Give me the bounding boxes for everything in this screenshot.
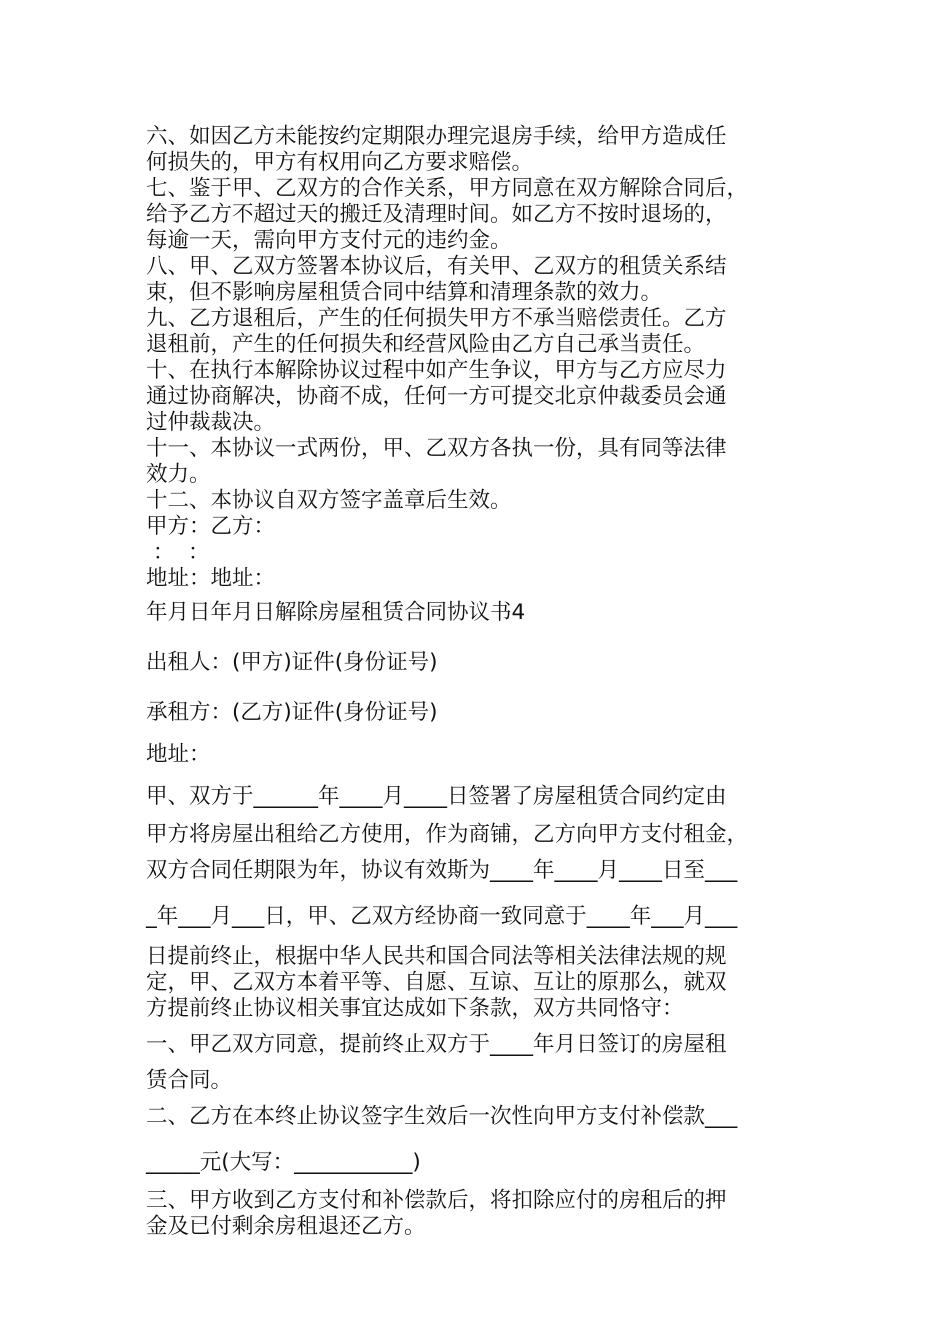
text-line-1: 六、如因乙方未能按约定期限办理完退房手续，给甲方造成任 (146, 124, 727, 149)
text-line-35: 金及已付剩余房租退还乙方。 (146, 1214, 426, 1239)
text-line-5: 每逾一天，需向甲方支付元的违约金。 (146, 228, 512, 253)
text-line-31: 赁合同。 (146, 1068, 233, 1093)
text-line-34: 三、甲方收到乙方支付和补偿款后，将扣除应付的房租后的押 (146, 1188, 727, 1213)
text-line-28: 定，甲、乙双方本着平等、自愿、互谅、互让的原那么，就双 (146, 970, 727, 995)
lessee-line: 承租方：(乙方)证件(身份证号) (146, 700, 438, 725)
text-line-33: _____元(大写：___________) (146, 1150, 421, 1175)
text-line-3: 七、鉴于甲、乙双方的合作关系，甲方同意在双方解除合同后， (146, 176, 749, 201)
text-line-15: 十二、本协议自双方签字盖章后生效。 (146, 488, 512, 513)
lessor-line: 出租人：(甲方)证件(身份证号) (146, 650, 438, 675)
section-title: 年月日年月日解除房屋租赁合同协议书4 (146, 600, 526, 625)
text-line-2: 何损失的，甲方有权用向乙方要求赔偿。 (146, 150, 534, 175)
text-line-30: 一、甲乙双方同意，提前终止双方于____年月日签订的房屋租 (146, 1032, 727, 1057)
text-line-4: 给予乙方不超过天的搬迁及清理时间。如乙方不按时退场的， (146, 202, 727, 227)
text-line-9: 退租前，产生的任何损失和经营风险由乙方自己承当责任。 (146, 332, 706, 357)
text-line-23: 甲、双方于______年____月____日签署了房屋租赁合同约定由 (146, 784, 727, 809)
text-line-13: 十一、本协议一式两份，甲、乙双方各执一份，具有同等法律 (146, 436, 727, 461)
text-line-27: 日提前终止，根据中华人民共和国合同法等相关法律法规的规 (146, 944, 727, 969)
text-line-26: _年___月___日，甲、乙双方经协商一致同意于____年___月___ (146, 904, 738, 929)
text-line-7: 束，但不影响房屋租赁合同中结算和清理条款的效力。 (146, 280, 663, 305)
text-line-6: 八、甲、乙双方签署本协议后，有关甲、乙双方的租赁关系结 (146, 254, 727, 279)
address-label-pair: 地址：地址： (146, 566, 276, 591)
text-line-29: 方提前终止协议相关事宜达成如下条款，双方共同恪守： (146, 996, 684, 1021)
signature-colons: ： ： (146, 540, 210, 565)
text-line-11: 通过协商解决，协商不成，任何一方可提交北京仲裁委员会通 (146, 384, 727, 409)
text-line-32: 二、乙方在本终止协议签字生效后一次性向甲方支付补偿款___ (146, 1104, 738, 1129)
text-line-8: 九、乙方退租后，产生的任何损失甲方不承当赔偿责任。乙方 (146, 306, 727, 331)
text-line-12: 过仲裁裁决。 (146, 410, 276, 435)
party-a-b-label: 甲方：乙方： (146, 514, 276, 539)
text-line-10: 十、在执行本解除协议过程中如产生争议，甲方与乙方应尽力 (146, 358, 727, 383)
address-line: 地址： (146, 742, 211, 767)
text-line-14: 效力。 (146, 462, 211, 487)
text-line-24: 甲方将房屋出租给乙方使用，作为商铺，乙方向甲方支付租金， (146, 822, 749, 847)
text-line-25: 双方合同任期限为年，协议有效斯为____年____月____日至___ (146, 858, 738, 883)
